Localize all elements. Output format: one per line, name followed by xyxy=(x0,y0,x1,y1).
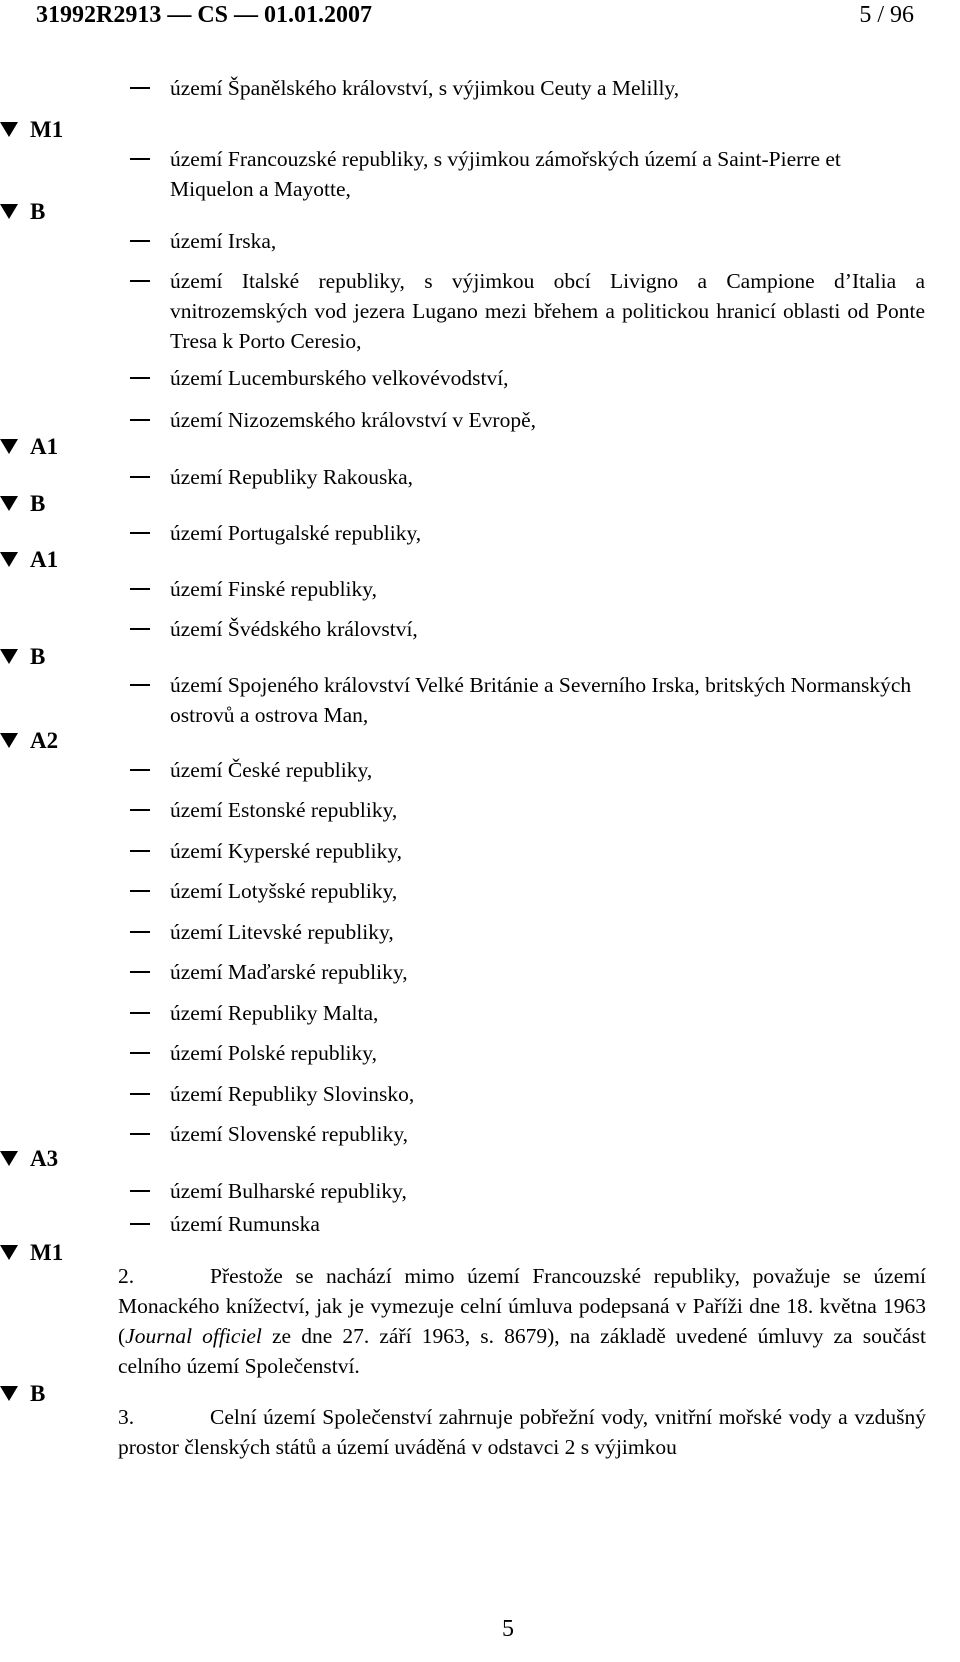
amendment-marker: A1 xyxy=(0,546,58,574)
dash-bullet xyxy=(130,532,150,534)
dash-bullet xyxy=(130,1133,150,1135)
dash-bullet xyxy=(130,684,150,686)
dash-bullet xyxy=(130,1223,150,1225)
document-header-page: 5 / 96 xyxy=(859,2,914,28)
dash-bullet xyxy=(130,419,150,421)
amendment-marker: A1 xyxy=(0,433,58,461)
dash-bullet xyxy=(130,1052,150,1054)
amendment-marker: B xyxy=(0,1380,45,1408)
dash-bullet xyxy=(130,240,150,242)
dash-bullet xyxy=(130,931,150,933)
triangle-down-icon xyxy=(0,552,18,567)
dash-bullet xyxy=(130,890,150,892)
amendment-marker: B xyxy=(0,643,45,671)
paragraph-3: 3. Celní území Společenství zahrnuje pobřežní vody, vnitřní mořské vody a vzdušný prostor členských států a území uváděná v odstavci 2 s výjimkou xyxy=(118,1402,926,1462)
document-header-id: 31992R2913 — CS — 01.01.2007 xyxy=(36,2,373,28)
amendment-marker: B xyxy=(0,198,45,226)
triangle-down-icon xyxy=(0,1245,18,1260)
dash-bullet xyxy=(130,628,150,630)
dash-bullet xyxy=(130,476,150,478)
dash-bullet xyxy=(130,769,150,771)
dash-bullet xyxy=(130,158,150,160)
amendment-marker: A3 xyxy=(0,1145,58,1173)
dash-bullet xyxy=(130,850,150,852)
dash-bullet xyxy=(130,280,150,282)
triangle-down-icon xyxy=(0,1386,18,1401)
triangle-down-icon xyxy=(0,649,18,664)
dash-bullet xyxy=(130,1012,150,1014)
dash-bullet xyxy=(130,1093,150,1095)
dash-bullet xyxy=(130,87,150,89)
amendment-marker: M1 xyxy=(0,1239,63,1267)
page-number: 5 xyxy=(502,1616,514,1642)
triangle-down-icon xyxy=(0,204,18,219)
dash-bullet xyxy=(130,971,150,973)
triangle-down-icon xyxy=(0,733,18,748)
triangle-down-icon xyxy=(0,1151,18,1166)
amendment-marker: A2 xyxy=(0,727,58,755)
triangle-down-icon xyxy=(0,439,18,454)
dash-bullet xyxy=(130,809,150,811)
dash-bullet xyxy=(130,588,150,590)
paragraph-2: 2. Přestože se nachází mimo území Francouzské republiky, považuje se území Monackého knížectví, jak je vymezuje celní úmluva podepsaná v Paříži dne 18. května 1963 (Journal officiel ze dne 27. září 1963, s. 8679), na základě uvedené úmluvy za součást celního území Společenství. xyxy=(118,1261,926,1381)
triangle-down-icon xyxy=(0,122,18,137)
amendment-marker: B xyxy=(0,490,45,518)
triangle-down-icon xyxy=(0,496,18,511)
amendment-marker: M1 xyxy=(0,116,63,144)
paragraph-number: 3. xyxy=(118,1405,135,1429)
dash-bullet xyxy=(130,1190,150,1192)
dash-bullet xyxy=(130,377,150,379)
paragraph-number: 2. xyxy=(118,1264,135,1288)
